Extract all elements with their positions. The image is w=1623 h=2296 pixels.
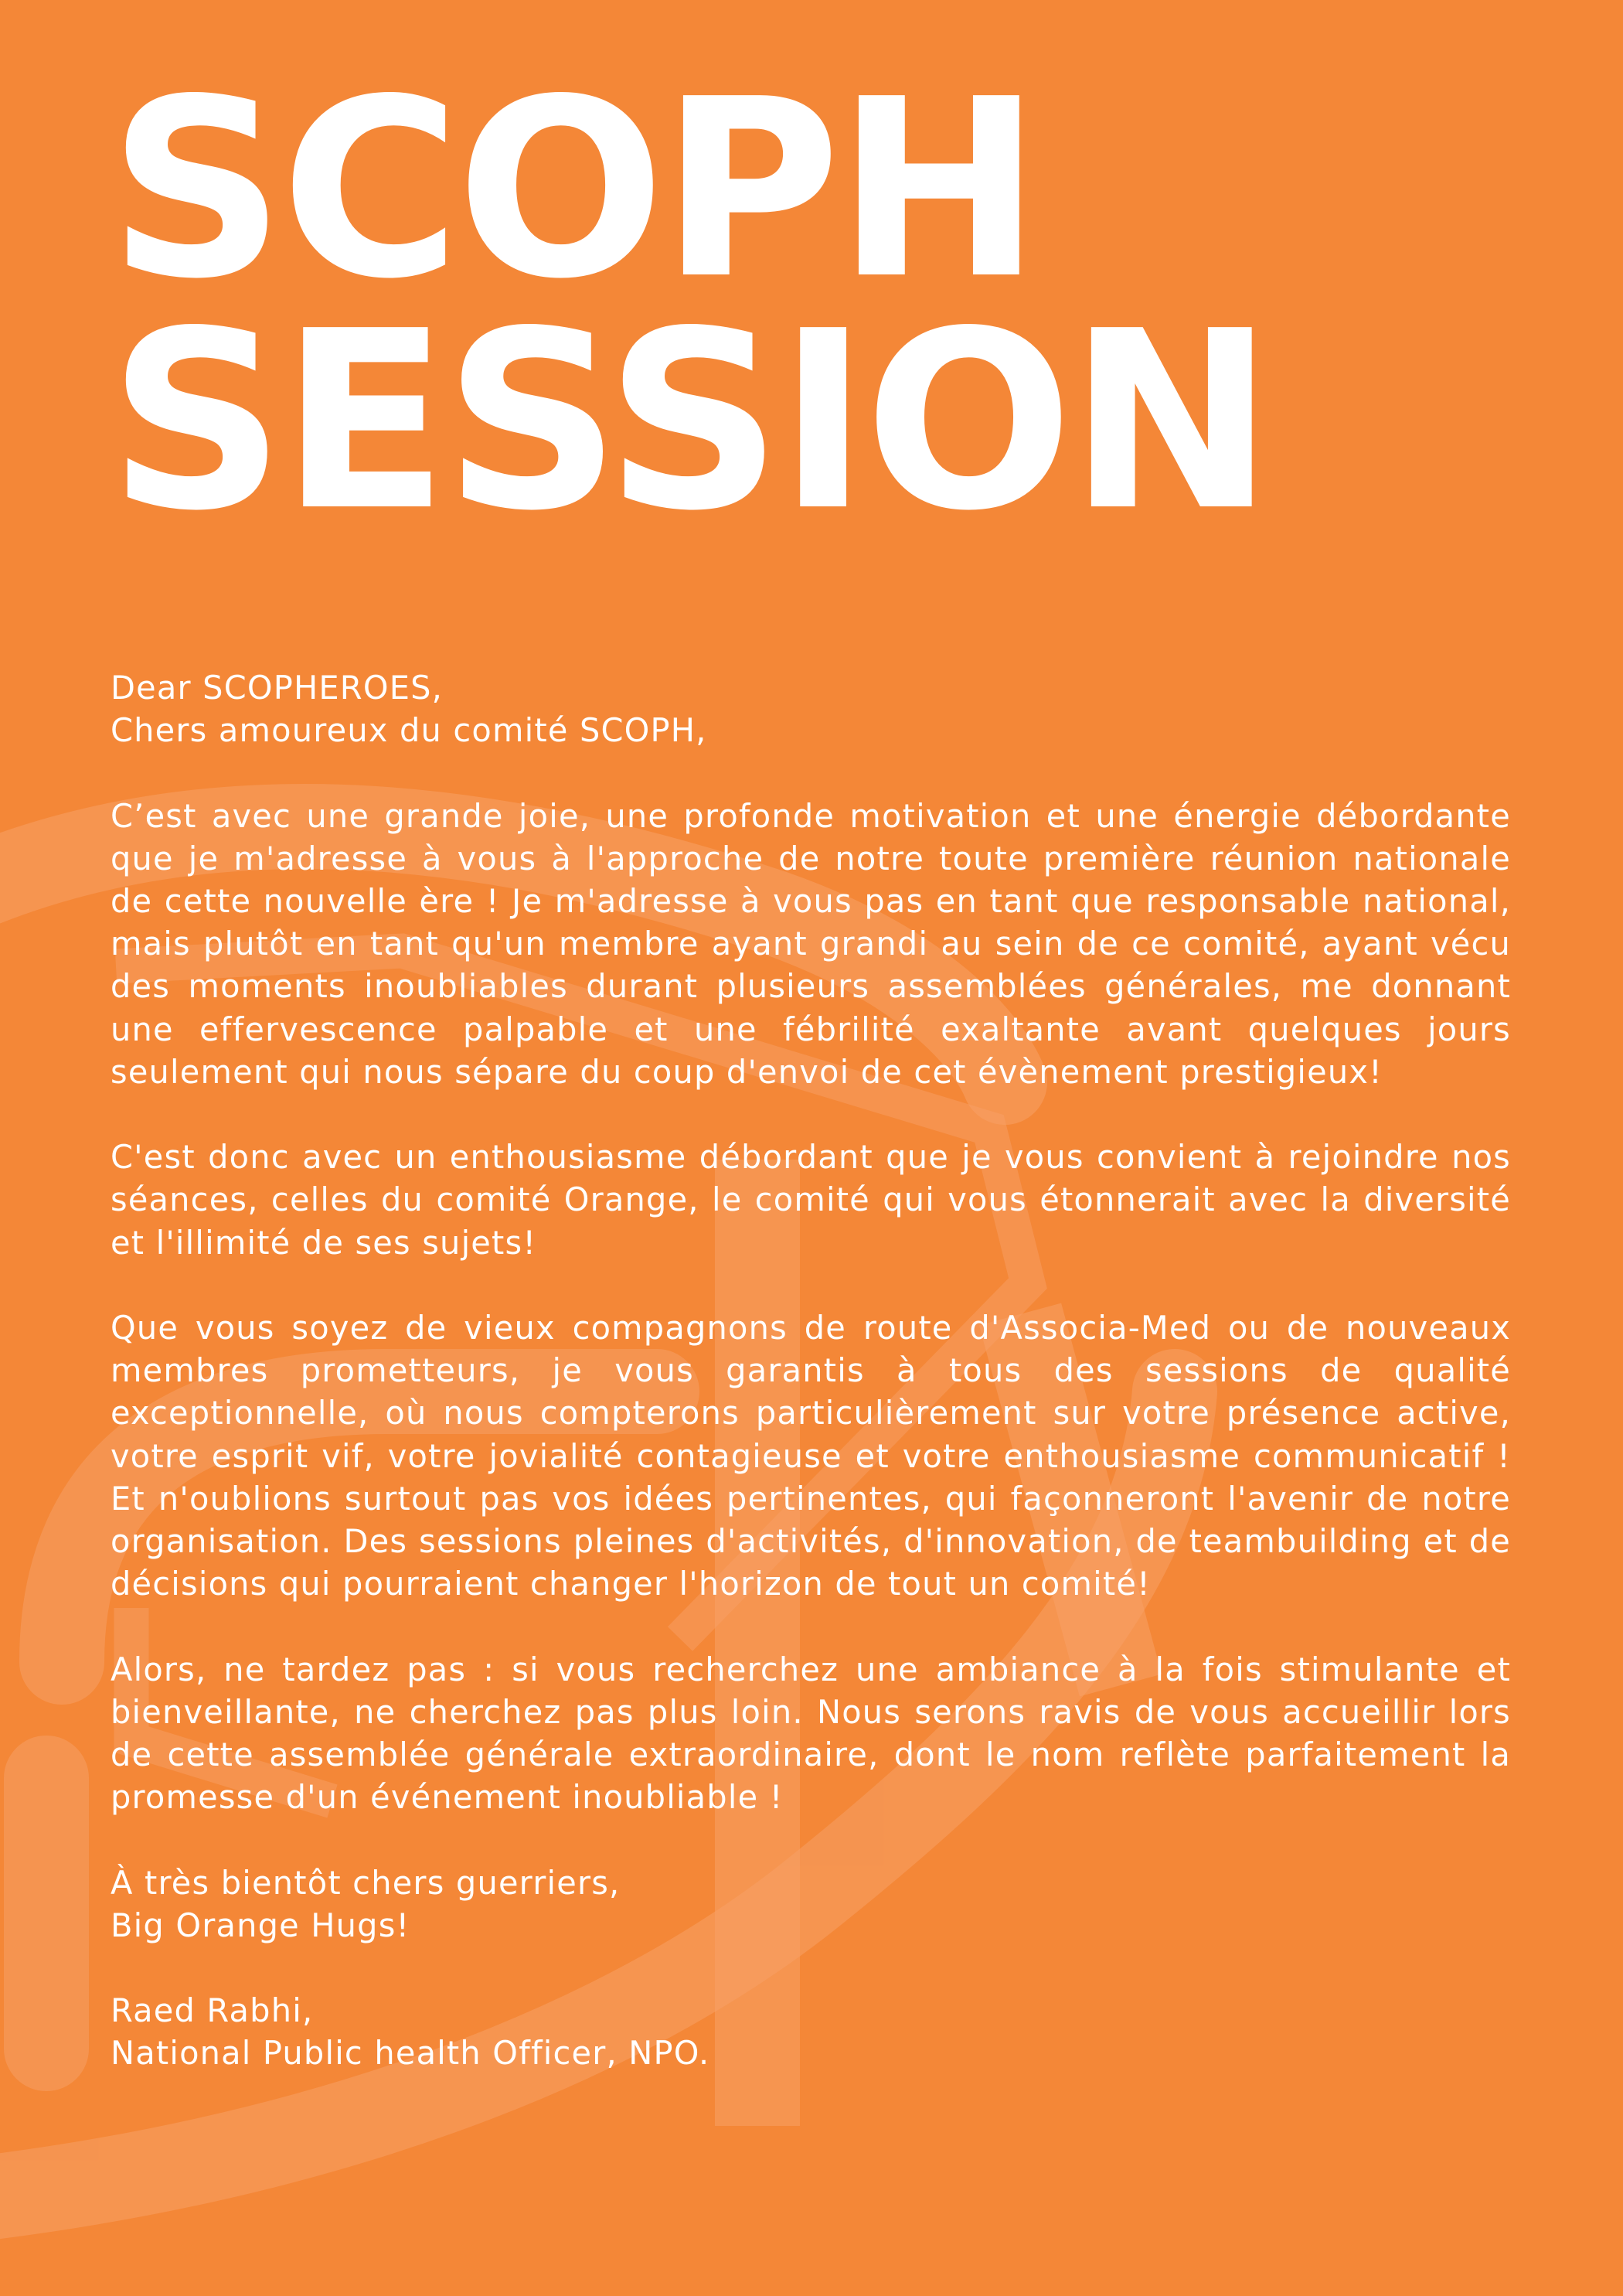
paragraph-1: C’est avec une grande joie, une profonde motivation et une énergie débordante que je m'adresse à vous à l'approche de notre toute première réunion nationale de cette nouvelle ère ! Je m'adresse à vous pas en tant que responsable national, mais plutôt en tant qu'un membre ayant grandi au sein de ce comité, ayant vécu des moments inoubliables durant plusieurs assemblées générales, me donnant une effervescence palpable et une fébrilité exaltante avant quelques jours seulement qui nous sépare du coup d'envoi de cet évènement prestigieux!	[111, 796, 1511, 1091]
title-line-2: SESSION	[108, 278, 1270, 564]
title-line-1: SCOPH	[108, 46, 1037, 332]
greeting	[111, 666, 1511, 751]
closing-line-1: À très bientôt chers guerriers,	[111, 1863, 621, 1902]
greeting-line-2: Chers amoureux du comité SCOPH,	[111, 711, 707, 750]
paragraph-3: Que vous soyez de vieux compagnons de route d'Associa-Med ou de nouveaux membres prometteurs, je vous garantis à tous des sessions de qualité exceptionnelle, où nous compterons particulièrement sur votre présence active, votre esprit vif, votre jovialité contagieuse et votre enthousiasme communicatif ! Et n'oublions surtout pas vos idées pertinentes, qui façonneront l'avenir de notre organisation. Des sessions pleines d'activités, d'innovation, de teambuilding et de décisions qui pourraient changer l'horizon de tout un comité!	[111, 1309, 1511, 1603]
signature	[111, 1989, 1511, 2074]
closing	[111, 1862, 1511, 1947]
page-title	[108, 46, 1270, 564]
paragraph-4: Alors, ne tardez pas : si vous recherchez une ambiance à la fois stimulante et bienveillante, ne cherchez pas plus loin. Nous serons ravis de vous accueillir lors de cette assemblée générale extraordinaire, dont le nom reflète parfaitement la promesse d'un événement inoubliable !	[111, 1650, 1511, 1817]
letter-body	[111, 666, 1511, 2075]
closing-line-2: Big Orange Hugs!	[111, 1906, 410, 1944]
paragraph-2: C'est donc avec un enthousiasme débordant que je vous convient à rejoindre nos séances, celles du comité Orange, le comité qui vous étonnerait avec la diversité et l'illimité de ses sujets!	[111, 1138, 1511, 1262]
signature-title: National Public health Officer, NPO.	[111, 2034, 710, 2073]
signature-name: Raed Rabhi,	[111, 1991, 314, 2030]
greeting-line-1: Dear SCOPHEROES,	[111, 669, 444, 707]
